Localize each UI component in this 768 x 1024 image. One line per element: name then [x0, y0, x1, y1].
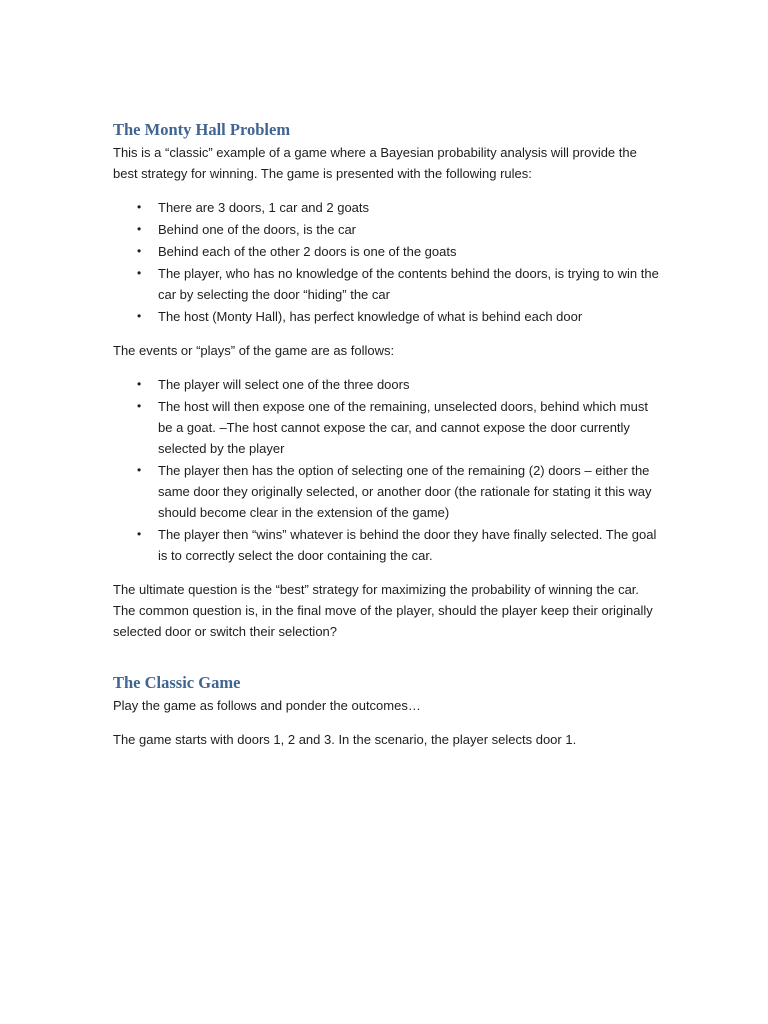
rule-text: Behind each of the other 2 doors is one of the goats [158, 244, 457, 259]
bullet-icon: • [137, 200, 142, 214]
rule-list-item [113, 219, 661, 240]
bullet-icon: • [137, 244, 142, 258]
event-text: The player then has the option of selecting one of the remaining (2) doors – either the same door they originally selected, or another door (the rationale for stating it this way should become clear in the extension of the game) [158, 463, 652, 520]
rule-text: There are 3 doors, 1 car and 2 goats [158, 200, 370, 215]
bullet-icon: • [137, 222, 142, 236]
event-text: The host will then expose one of the remaining, unselected doors, behind which must be a goat. –The host cannot expose the car, and cannot expose the door currently selected by the player [158, 399, 648, 456]
bullet-icon: • [137, 463, 142, 477]
event-text: The player will select one of the three doors [158, 377, 410, 392]
bullet-icon: • [137, 377, 142, 391]
play-intro-paragraph: Play the game as follows and ponder the outcomes… [113, 698, 421, 713]
rule-list-item [113, 263, 661, 305]
events-intro-paragraph: The events or “plays” of the game are as follows: [113, 343, 395, 358]
bullet-icon: • [137, 527, 142, 541]
event-list-item [113, 396, 661, 459]
rule-list-item [113, 241, 661, 262]
scenario-paragraph: The game starts with doors 1, 2 and 3. In the scenario, the player selects door 1. [113, 732, 577, 747]
bullet-icon: • [137, 266, 142, 280]
rule-text: Behind one of the doors, is the car [158, 222, 357, 237]
event-text: The player then “wins” whatever is behind the door they have finally selected. The goal is to correctly select the door containing the car. [158, 527, 657, 563]
events-list [113, 374, 661, 566]
rule-list-item [113, 197, 661, 218]
rules-list [113, 197, 661, 327]
event-list-item [113, 460, 661, 523]
event-list-item [113, 524, 661, 566]
intro-paragraph: This is a “classic” example of a game where a Bayesian probability analysis will provide the best strategy for winning. The game is presented with the following rules: [113, 145, 637, 181]
bullet-icon: • [137, 399, 142, 413]
bullet-icon: • [137, 309, 142, 323]
rule-text: The player, who has no knowledge of the contents behind the doors, is trying to win the car by selecting the door “hiding” the car [158, 266, 659, 302]
rule-list-item [113, 306, 661, 327]
document-body [113, 119, 661, 750]
section-heading-monty-hall-problem: The Monty Hall Problem [113, 120, 291, 139]
rule-text: The host (Monty Hall), has perfect knowledge of what is behind each door [158, 309, 583, 324]
event-list-item [113, 374, 661, 395]
section-heading-classic-game: The Classic Game [113, 673, 241, 692]
question-paragraph: The ultimate question is the “best” strategy for maximizing the probability of winning the car. The common question is, in the final move of the player, should the player keep their originally selected door or switch their selection? [113, 582, 653, 639]
